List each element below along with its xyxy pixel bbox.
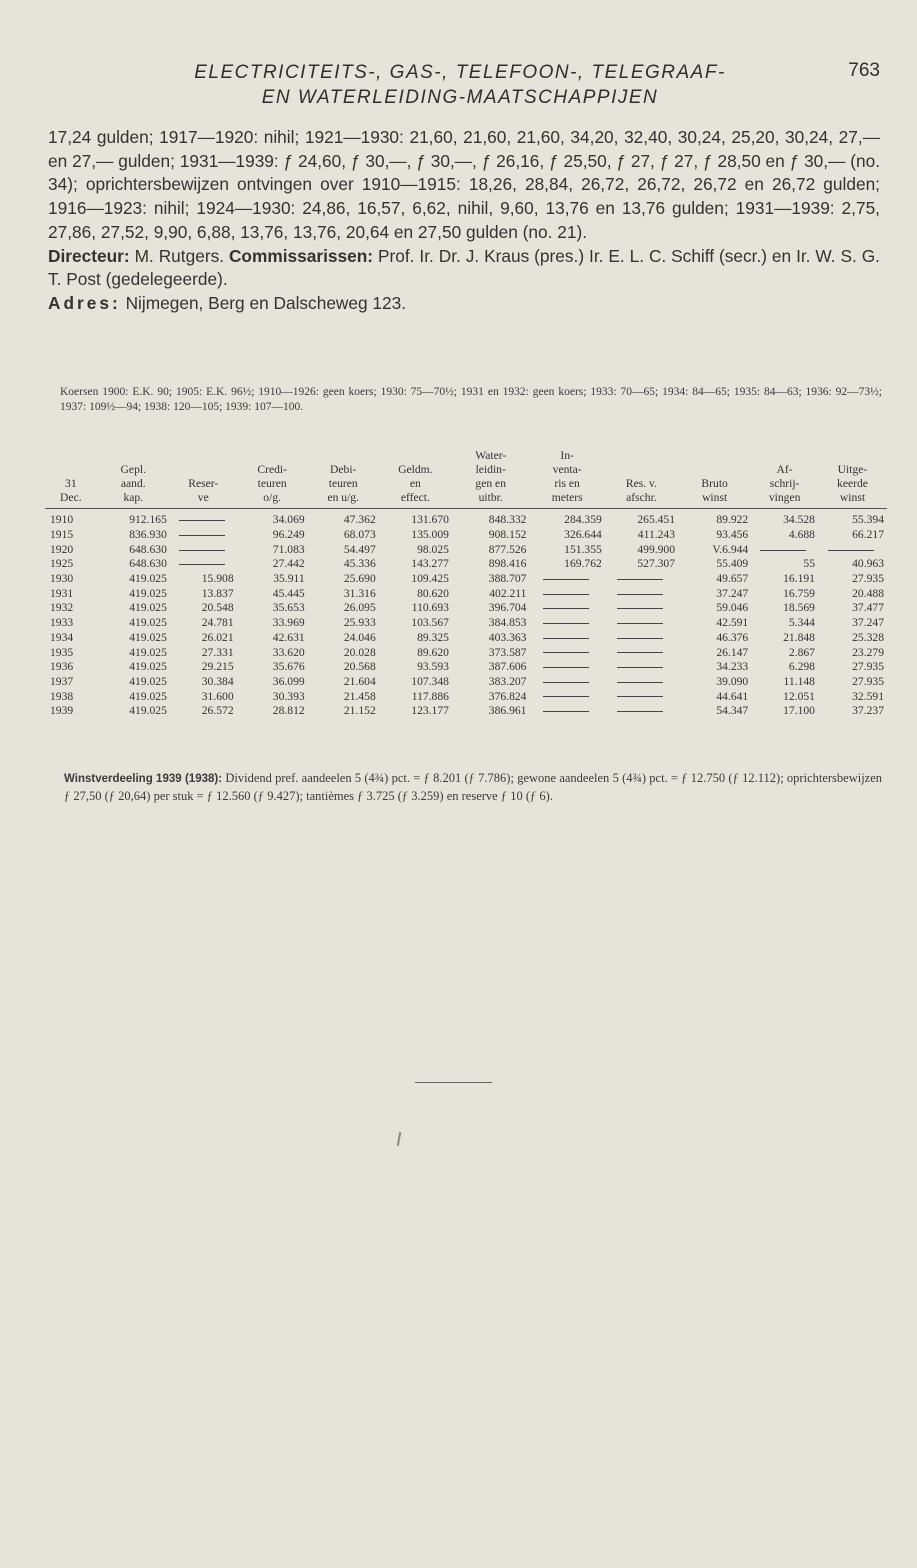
table-cell: 55.409 [716, 557, 749, 571]
table-cell: 68.073 [343, 528, 376, 542]
table-cell: 45.445 [272, 586, 305, 600]
table-cell: 96.249 [272, 528, 305, 542]
column-header: Debi- teuren en u/g. [308, 433, 379, 509]
table-cell: 419.025 [129, 704, 167, 718]
adres-value: Nijmegen, Berg en Dalscheweg 123. [125, 292, 407, 313]
running-title-line-1: ELECTRICITEITS-, GAS-, TELEFOON-, TELEGRAAF- [194, 62, 726, 83]
table-cell: 26.095 [343, 601, 376, 615]
table-cell: 54.347 [716, 704, 749, 718]
table-cell: 27.935 [852, 572, 884, 586]
table-cell: 26.021 [201, 630, 234, 644]
table-cell: 419.025 [129, 689, 167, 703]
table-cell: 109.425 [411, 572, 449, 586]
year-cell: 1932 [50, 601, 74, 615]
table-row [45, 631, 887, 646]
table-cell: 20.488 [852, 586, 884, 600]
table-row [45, 601, 887, 616]
table-cell: 419.025 [129, 645, 167, 659]
table-cell: 30.393 [272, 689, 305, 703]
table-row [45, 704, 887, 719]
table-cell: 49.657 [716, 572, 749, 586]
table-cell: 131.670 [411, 513, 449, 527]
dash-rule [617, 652, 663, 653]
table-row [45, 689, 887, 704]
table-cell: 402.211 [489, 586, 527, 600]
column-header: In- venta- ris en meters [529, 433, 604, 509]
table-cell: 836.930 [129, 528, 167, 542]
table-row [45, 528, 887, 543]
table-cell: 284.359 [564, 513, 602, 527]
table-cell: 23.279 [852, 645, 884, 659]
year-cell: 1931 [50, 586, 74, 600]
table-row [45, 645, 887, 660]
table-cell [751, 542, 818, 557]
year-cell: 1939 [50, 704, 74, 718]
table-row [45, 509, 887, 528]
table-cell: 27.935 [852, 674, 884, 688]
dash-rule [760, 550, 806, 551]
table-cell: 107.348 [411, 674, 449, 688]
table-row [45, 557, 887, 572]
table-cell: 376.824 [488, 689, 527, 703]
table-cell [529, 689, 604, 704]
table-cell: 25.933 [343, 616, 376, 630]
table-cell: 29.215 [201, 660, 234, 674]
commissarissen-value: Prof. Ir. Dr. J. Kraus (pres.) Ir. E. L. C. Schiff (secr.) en Ir. W. S. G. T. Post (gedelegeerde). [48, 245, 880, 290]
table-cell: 21.604 [343, 674, 376, 688]
table-cell: 403.363 [488, 630, 527, 644]
table-cell: 34.528 [783, 513, 815, 527]
table-cell [605, 601, 678, 616]
table-cell: 419.025 [129, 601, 167, 615]
table-cell: 35.653 [272, 601, 305, 615]
dash-rule [179, 564, 225, 565]
adres-label: Adres: [48, 292, 121, 313]
table-cell: 18.569 [783, 601, 815, 615]
table-cell: 387.606 [488, 660, 527, 674]
table-cell: 40.963 [852, 557, 884, 571]
dash-rule [543, 579, 589, 580]
table-cell: 93.593 [417, 660, 449, 674]
table-cell: 16.759 [783, 586, 815, 600]
dash-rule [543, 638, 589, 639]
dash-rule [543, 623, 589, 624]
table-cell [605, 675, 678, 690]
table-cell: 55 [803, 557, 815, 571]
financial-table [45, 433, 887, 719]
dash-rule [543, 667, 589, 668]
table-cell: 35.676 [272, 660, 305, 674]
table-cell: 27.331 [201, 645, 234, 659]
address-paragraph [48, 292, 880, 316]
year-cell: 1930 [50, 572, 74, 586]
table-cell [529, 675, 604, 690]
dash-rule [179, 535, 225, 536]
table-cell: 419.025 [129, 572, 167, 586]
page-header [40, 60, 880, 110]
directeur-label: Directeur: [48, 245, 130, 266]
table-cell: 11.148 [783, 674, 815, 688]
table-cell [605, 645, 678, 660]
table-cell: 648.630 [129, 557, 167, 571]
dash-rule [617, 579, 663, 580]
table-cell: 26.147 [716, 645, 749, 659]
column-header: Uitge- keerde winst [818, 433, 887, 509]
table-cell [529, 645, 604, 660]
table-cell: 37.247 [852, 616, 884, 630]
dash-rule [543, 594, 589, 595]
table-cell: 527.307 [637, 557, 676, 571]
profit-distribution-label: Winstverdeeling 1939 (1938): [64, 773, 223, 785]
table-cell: 42.631 [272, 630, 305, 644]
dividend-paragraph: 17,24 gulden; 1917—1920: nihil; 1921—1930: 21,60, 21,60, 21,60, 34,20, 32,40, 30,24, 25,20, 30,24, 27,— en 27,— gulden; 1931—1939: ƒ 24,60, ƒ 30,—, ƒ 30,—, ƒ 26,16, ƒ 25,50, ƒ 27, ƒ 27, ƒ 28,50 en ƒ 30,— (no. 34); oprichtersbewijzen ontvingen over 1910—1915: 18,26, 28,84, 26,72, 26,72, 26,72 en 26,72 gulden; 1916—1923: nihil; 1924—1930: 24,86, 16,57, 6,62, nihil, 9,60, 13,76 en 13,76 gulden; 1931—1939: 2,75, 27,86, 27,52, 9,90, 6,88, 13,76, 13,76, 20,64 en 27,50 gulden (no. 21). [48, 127, 880, 242]
table-cell: 15.908 [201, 572, 234, 586]
table-cell: 20.028 [343, 645, 376, 659]
table-cell: 419.025 [129, 674, 167, 688]
table-cell: 419.025 [129, 586, 167, 600]
table-cell [529, 704, 604, 719]
commissarissen-label: Commissarissen: [228, 245, 374, 266]
table-cell [529, 601, 604, 616]
year-cell: 1925 [50, 557, 74, 571]
table-cell: 45.336 [343, 557, 376, 571]
table-cell: 419.025 [129, 630, 167, 644]
table-cell: 383.207 [488, 674, 527, 688]
table-cell [605, 689, 678, 704]
table-row [45, 586, 887, 601]
table-cell: 12.051 [783, 689, 815, 703]
table-cell [605, 660, 678, 675]
table-cell [818, 542, 887, 557]
table-cell [170, 528, 237, 543]
table-cell: 169.762 [564, 557, 602, 571]
table-cell: 396.704 [488, 601, 527, 615]
table-cell: 21.152 [343, 704, 376, 718]
directeur-value: M. Rutgers. [134, 245, 225, 266]
table-cell: 877.526 [488, 542, 527, 556]
table-row [45, 572, 887, 587]
table-cell [605, 616, 678, 631]
company-description [48, 126, 880, 316]
column-header: Geldm. en effect. [379, 433, 452, 509]
table-cell [170, 509, 237, 528]
table-cell: 35.911 [273, 572, 305, 586]
table-cell: 55.394 [852, 513, 884, 527]
table-cell: 59.046 [716, 601, 749, 615]
table-cell: 265.451 [637, 513, 676, 527]
year-cell: 1937 [50, 674, 74, 688]
dash-rule [617, 682, 663, 683]
table-cell: 373.587 [488, 645, 527, 659]
table-cell: 13.837 [201, 586, 234, 600]
table-cell [605, 586, 678, 601]
profit-distribution [64, 770, 882, 804]
year-cell: 1920 [50, 542, 74, 556]
year-cell: 1915 [50, 528, 74, 542]
running-title-line-2: EN WATERLEIDING-MAATSCHAPPIJEN [261, 87, 659, 108]
table-cell: 36.099 [272, 674, 305, 688]
table-cell: 24.046 [343, 630, 376, 644]
table-cell: 27.442 [272, 557, 305, 571]
table-cell: 27.935 [852, 660, 884, 674]
table-cell: 419.025 [129, 660, 167, 674]
stray-mark [397, 1132, 401, 1146]
table-cell: 42.591 [716, 616, 749, 630]
table-cell: 25.690 [343, 572, 376, 586]
table-cell: 21.848 [783, 630, 815, 644]
table-cell: 89.620 [417, 645, 449, 659]
year-cell: 1910 [50, 513, 74, 527]
table-cell: 20.548 [201, 601, 234, 615]
dash-rule [179, 550, 225, 551]
table-cell: 419.025 [129, 616, 167, 630]
column-header: 31 Dec. [45, 433, 97, 509]
table-cell: 151.355 [564, 542, 602, 556]
table-cell: 20.568 [343, 660, 376, 674]
dash-rule [617, 594, 663, 595]
table-cell: 2.867 [788, 645, 815, 659]
dash-rule [617, 623, 663, 624]
table-cell: 30.384 [201, 674, 234, 688]
table-cell: 848.332 [488, 513, 527, 527]
board-paragraph [48, 245, 880, 292]
table-cell: 16.191 [783, 572, 815, 586]
column-header: Reser- ve [170, 433, 237, 509]
table-cell: 34.069 [272, 513, 305, 527]
column-header: Water- leidin- gen en uitbr. [452, 433, 530, 509]
table-cell: 89.922 [716, 513, 749, 527]
dash-rule [617, 608, 663, 609]
share-prices-note: Koersen 1900: E.K. 90; 1905: E.K. 96½; 1910—1926: geen koers; 1930: 75—70½; 1931 en 1932: geen koers; 1933: 70—65; 1934: 84—65; 1935: 84—63; 1936: 92—73½; 1937: 109½—94; 1938: 120—105; 1939: 107—100. [60, 386, 882, 413]
table-cell: 135.009 [411, 528, 449, 542]
dash-rule [828, 550, 874, 551]
table-cell: 54.497 [343, 542, 376, 556]
table-cell [605, 572, 678, 587]
table-cell: 31.316 [343, 586, 376, 600]
table-cell: 123.177 [411, 704, 449, 718]
table-cell: 31.600 [201, 689, 234, 703]
table-cell: 6.298 [788, 660, 815, 674]
table-cell: 384.853 [488, 616, 527, 630]
table-cell: 908.152 [488, 528, 527, 542]
column-header: Gepl. aand. kap. [97, 433, 170, 509]
dash-rule [617, 667, 663, 668]
dash-rule [179, 520, 225, 521]
table-cell: 93.456 [716, 528, 749, 542]
table-cell: 80.620 [417, 586, 449, 600]
table-cell: 326.644 [564, 528, 602, 542]
table-cell: 648.630 [129, 542, 167, 556]
table-cell: 37.237 [852, 704, 884, 718]
table-cell [529, 660, 604, 675]
table-cell: 4.688 [788, 528, 815, 542]
dash-rule [617, 711, 663, 712]
column-header: Res. v. afschr. [605, 433, 678, 509]
column-header: Credi- teuren o/g. [237, 433, 308, 509]
table-cell: 21.458 [343, 689, 376, 703]
table-cell: 47.362 [343, 513, 376, 527]
table-cell [605, 631, 678, 646]
table-cell: 25.328 [852, 630, 884, 644]
table-cell: 898.416 [488, 557, 527, 571]
table-cell: 32.591 [852, 689, 884, 703]
table-row [45, 675, 887, 690]
section-divider [415, 1082, 492, 1083]
table-cell [170, 557, 237, 572]
table-cell: 499.900 [637, 542, 676, 556]
table-cell: 44.641 [716, 689, 749, 703]
table-cell: 386.961 [488, 704, 527, 718]
running-title [40, 60, 880, 110]
table-cell: 33.969 [272, 616, 305, 630]
table-body [45, 509, 887, 719]
table-row [45, 616, 887, 631]
table-cell [170, 542, 237, 557]
year-cell: 1933 [50, 616, 74, 630]
dash-rule [543, 711, 589, 712]
table-cell: 34.233 [716, 660, 749, 674]
table-cell: V.6.944 [712, 542, 749, 556]
table-cell: 66.217 [852, 528, 884, 542]
table-cell: 46.376 [716, 630, 749, 644]
column-header: Af- schrij- vingen [751, 433, 818, 509]
table-cell: 33.620 [272, 645, 305, 659]
dash-rule [617, 696, 663, 697]
table-cell: 388.707 [488, 572, 527, 586]
year-cell: 1936 [50, 660, 74, 674]
table-cell: 37.477 [852, 601, 884, 615]
table-row [45, 542, 887, 557]
table-cell: 411.243 [637, 528, 676, 542]
table-cell: 39.090 [716, 674, 749, 688]
dash-rule [543, 652, 589, 653]
column-header: Bruto winst [678, 433, 751, 509]
table-cell: 912.165 [129, 513, 167, 527]
table-cell: 17.100 [783, 704, 815, 718]
table-header-row [45, 433, 887, 509]
table-cell: 98.025 [417, 542, 449, 556]
table-cell: 89.325 [417, 630, 449, 644]
year-cell: 1938 [50, 689, 74, 703]
table-cell [529, 572, 604, 587]
table-cell [529, 631, 604, 646]
table-cell: 143.277 [411, 557, 449, 571]
table-cell: 71.083 [272, 542, 305, 556]
table-cell: 24.781 [201, 616, 234, 630]
table-row [45, 660, 887, 675]
dash-rule [543, 682, 589, 683]
table-cell: 110.693 [411, 601, 449, 615]
table-cell: 28.812 [272, 704, 305, 718]
table-cell: 5.344 [788, 616, 815, 630]
table-cell: 117.886 [411, 689, 449, 703]
dash-rule [543, 608, 589, 609]
year-cell: 1934 [50, 630, 74, 644]
table-cell: 26.572 [201, 704, 234, 718]
table-cell: 103.567 [411, 616, 449, 630]
page-number: 763 [848, 60, 880, 81]
dash-rule [617, 638, 663, 639]
year-cell: 1935 [50, 645, 74, 659]
table-cell [529, 616, 604, 631]
dash-rule [543, 696, 589, 697]
profit-distribution-text: Dividend pref. aandeelen 5 (4¾) pct. = ƒ 8.201 (ƒ 7.786); gewone aandeelen 5 (4¾) pct. = ƒ 12.750 (ƒ 12.112); oprichtersbewijzen ƒ 27,50 (ƒ 20,64) per stuk = ƒ 12.560 (ƒ 9.427); tantièmes ƒ 3.725 (ƒ 3.259) en reserve ƒ 10 (ƒ 6). [64, 771, 883, 803]
table-cell [529, 586, 604, 601]
table-cell: 37.247 [716, 586, 749, 600]
table-cell [605, 704, 678, 719]
